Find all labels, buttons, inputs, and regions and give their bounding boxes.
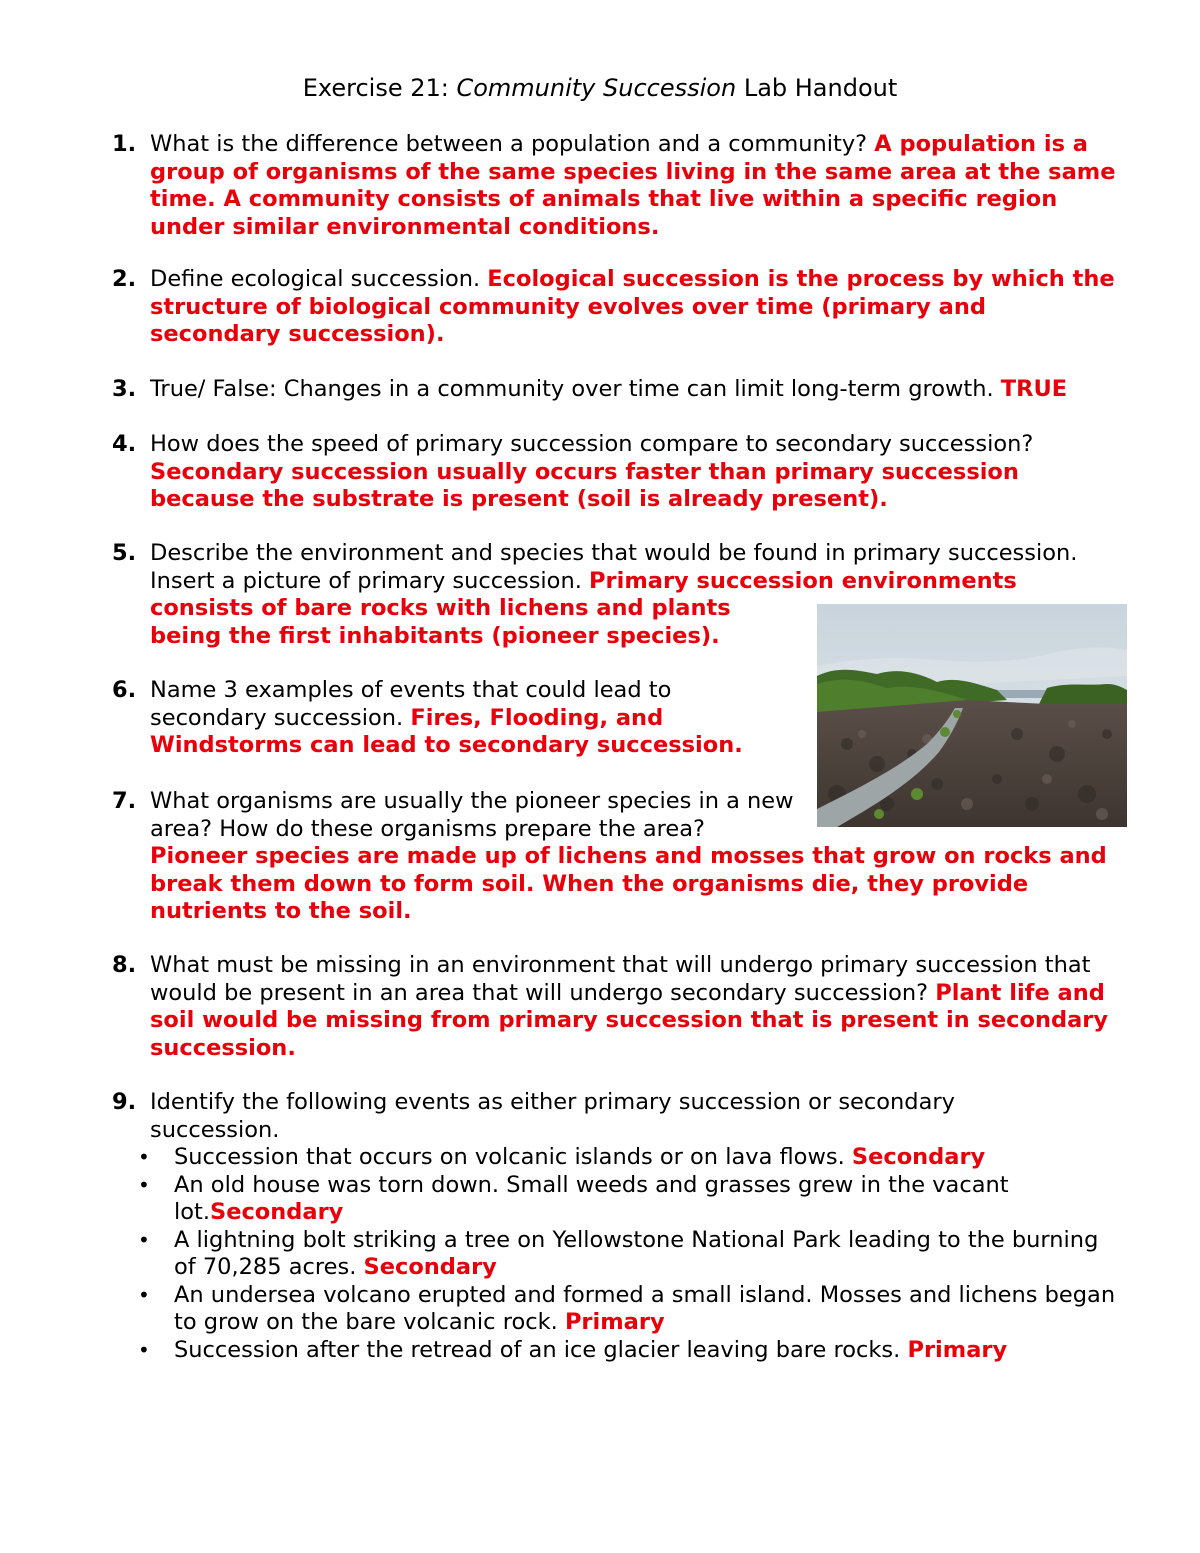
question-number: 4. (112, 431, 137, 457)
event-answer: Secondary (210, 1199, 344, 1225)
title-suffix: Lab Handout (736, 74, 898, 102)
question-number: 5. (112, 540, 137, 566)
answer-text: Plant life and soil would be missing from primary succession that is present in secondary succession. (150, 979, 1109, 1061)
question-text: How does the speed of primary succession compare to secondary succession? (150, 431, 1034, 457)
question-number: 3. (112, 376, 137, 402)
list-item (112, 1282, 1122, 1337)
answer-text: being the first inhabitants (pioneer species). (150, 622, 720, 649)
title-prefix: Exercise 21: (302, 74, 457, 102)
answer-text: Pioneer species are made up of lichens and mosses that grow on rocks and break them down to form soil. When the organisms die, they provide nutrients to the soil. (150, 843, 1107, 924)
question-text: What is the difference between a population and a community? (150, 131, 875, 157)
question-text: Describe the environment and species that would be found in primary succession. Insert a picture of primary succession. (150, 540, 1078, 594)
question-4 (112, 431, 1122, 514)
question-text: What organisms are usually the pioneer species in a new area? How do these organisms prepare the area? (150, 788, 794, 842)
bullet: • (138, 1172, 150, 1197)
list-item (112, 1227, 1122, 1282)
bullet: • (138, 1282, 150, 1307)
bullet: • (138, 1145, 150, 1169)
event-answer: Secondary (363, 1254, 497, 1280)
answer-text: Primary succession environments (589, 567, 1017, 594)
question-number: 1. (112, 131, 137, 157)
question-number: 8. (112, 952, 137, 978)
question-9 (112, 1089, 1122, 1364)
question-3 (112, 376, 1122, 404)
event-answer: Primary (564, 1309, 665, 1335)
question-number: 2. (112, 266, 137, 292)
page-title (0, 72, 1200, 104)
answer-text: Ecological succession is the process by which the structure of biological community evolves over time (primary and secondary succession). (150, 266, 1115, 347)
event-answer: Secondary (851, 1144, 986, 1170)
photo-illustration (817, 604, 1127, 827)
question-2 (112, 266, 1122, 349)
answer-text: Secondary succession usually occurs faster than primary succession because the substrate is present (soil is already present). (150, 458, 1019, 512)
question-text: Identify the following events as either primary succession or secondary succession. (150, 1089, 955, 1143)
bullet: • (138, 1337, 150, 1362)
primary-succession-photo (817, 604, 1127, 827)
event-text: Succession that occurs on volcanic islands or on lava flows. (174, 1144, 852, 1170)
question-1 (112, 131, 1122, 241)
answer-text: consists of bare rocks with lichens and plants (150, 595, 731, 621)
event-text: An undersea volcano erupted and formed a small island. Mosses and lichens began to grow on the bare volcanic rock. (174, 1281, 1116, 1335)
event-text: Succession after the retread of an ice glacier leaving bare rocks. (174, 1336, 908, 1363)
question-text: True/ False: Changes in a community over time can limit long-term growth. (150, 376, 1001, 402)
question-number: 7. (112, 788, 137, 814)
question-8 (112, 952, 1122, 1062)
answer-text: TRUE (1000, 376, 1068, 402)
events-list (112, 1144, 1122, 1364)
answer-text: A population is a group of organisms of the same species living in the same area at the same time. A community consists of animals that live within a specific region under similar environmental conditions. (150, 131, 1116, 240)
list-item (112, 1172, 1122, 1227)
question-text: Name 3 examples of events that could lead to secondary succession. (150, 677, 672, 731)
title-italic: Community Succession (456, 74, 737, 102)
question-text: Define ecological succession. (150, 266, 488, 292)
event-text: An old house was torn down. Small weeds and grasses grew in the vacant lot. (174, 1171, 1009, 1225)
question-number: 9. (112, 1089, 137, 1115)
question-text: What must be missing in an environment that will undergo primary succession that would be present in an area that will undergo secondary succession? (150, 952, 1091, 1006)
list-item (112, 1337, 1122, 1365)
bullet: • (138, 1227, 150, 1252)
list-item (112, 1144, 1122, 1172)
event-answer: Primary (907, 1336, 1008, 1363)
answer-text: Fires, Flooding, and Windstorms can lead to secondary succession. (150, 704, 743, 758)
question-number: 6. (112, 677, 137, 703)
event-text: A lightning bolt striking a tree on Yellowstone National Park leading to the burning of 70,285 acres. (174, 1226, 1099, 1280)
